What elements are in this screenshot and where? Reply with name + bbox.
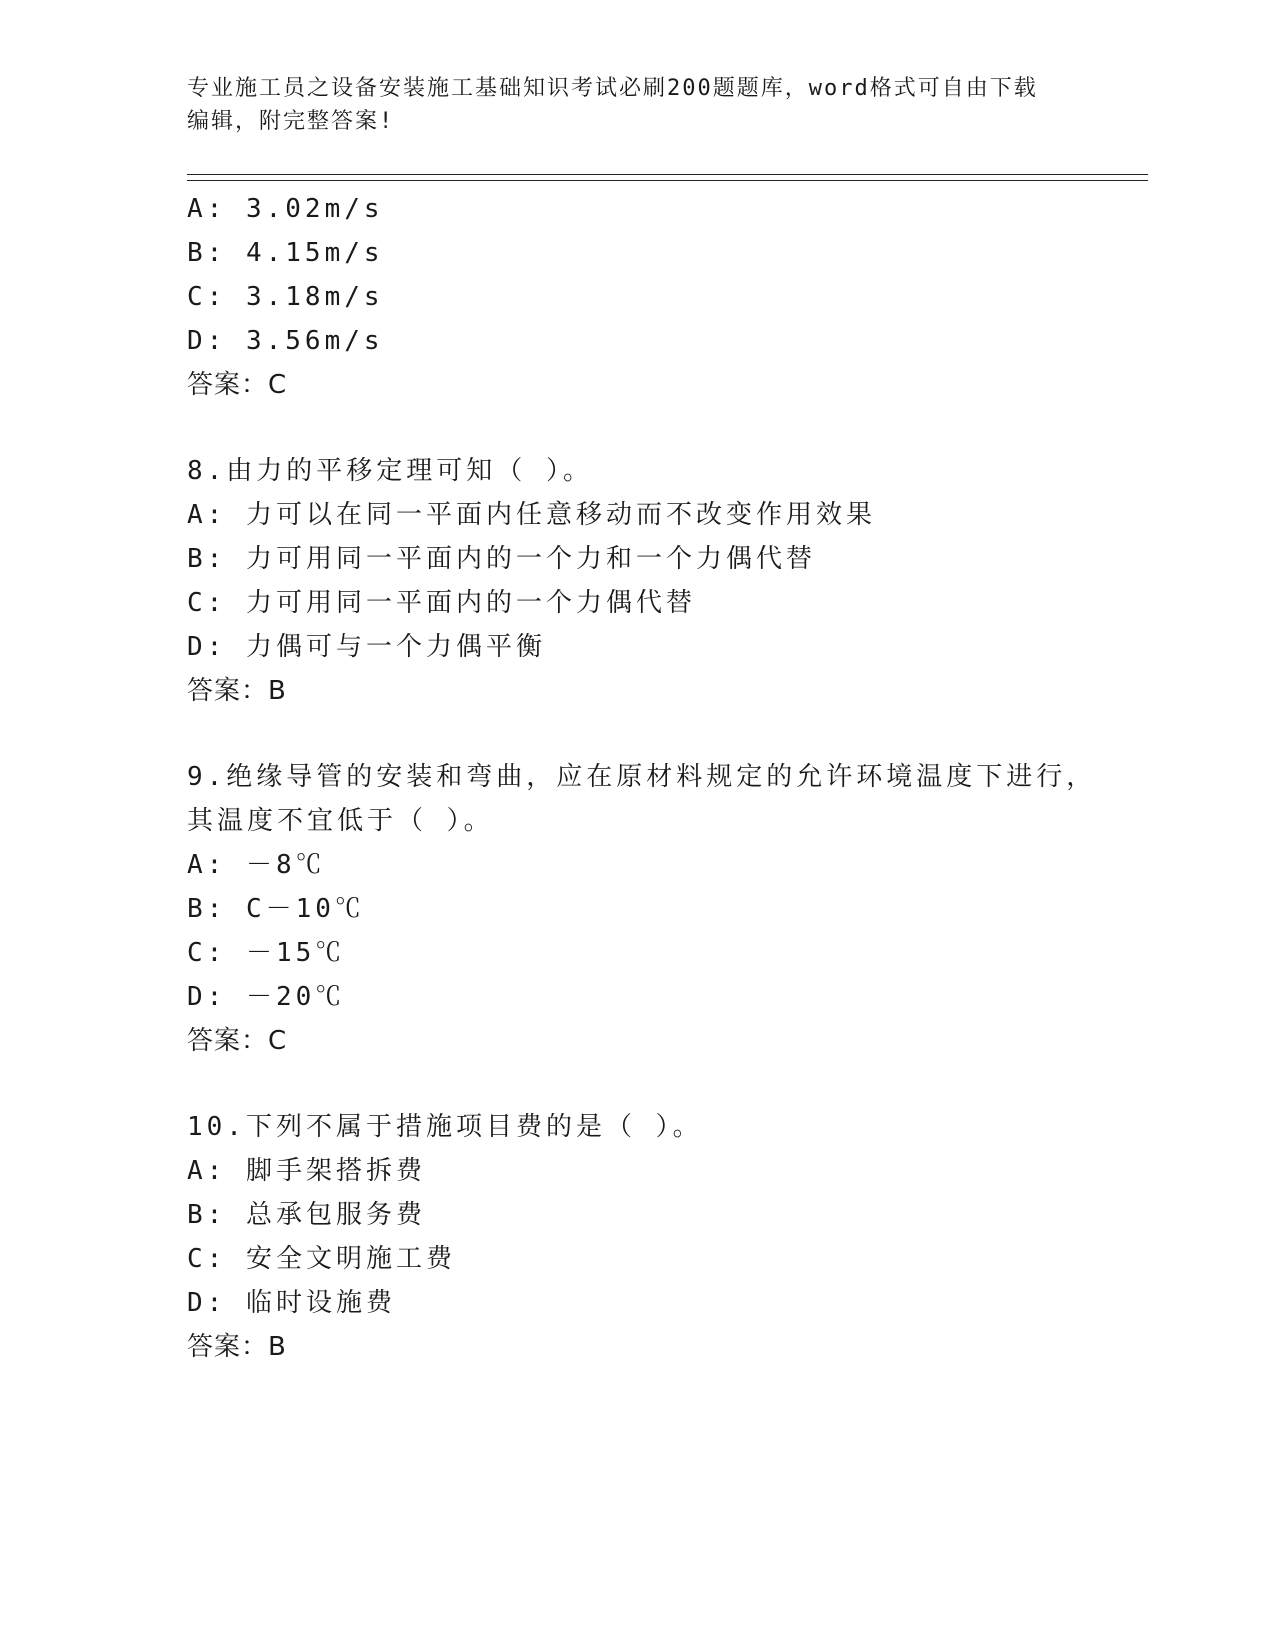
q7-option-a: A: 3.02m/s [187,194,384,224]
q7-option-c: C: 3.18m/s [187,282,384,312]
q10-option-a: A: 脚手架搭拆费 [187,1156,426,1186]
q7-answer: 答案：C [187,370,288,400]
q10-option-d: D: 临时设施费 [187,1288,396,1318]
q10-answer: 答案：B [187,1332,287,1362]
q8-option-b: B: 力可用同一平面内的一个力和一个力偶代替 [187,544,816,574]
q8-question: 8.由力的平移定理可知（ ）。 [187,456,593,486]
q8-option-a: A: 力可以在同一平面内任意移动而不改变作用效果 [187,500,876,530]
q9-question-line-2: 其温度不宜低于（ ）。 [187,806,494,836]
document-header [187,72,1087,138]
q9-question-line-1: 9.绝缘导管的安装和弯曲，应在原材料规定的允许环境温度下进行， [187,762,1097,792]
q9-answer: 答案：C [187,1026,288,1056]
q10-option-b: B: 总承包服务费 [187,1200,426,1230]
q7-option-b: B: 4.15m/s [187,238,384,268]
q9-option-a: A: －8℃ [187,850,326,880]
q9-option-d: D: －20℃ [187,982,346,1012]
q7-option-d: D: 3.56m/s [187,326,384,356]
q10-option-c: C: 安全文明施工费 [187,1244,456,1274]
q9-option-b: B: C－10℃ [187,894,365,924]
q10-question: 10.下列不属于措施项目费的是（ ）。 [187,1112,703,1142]
header-title-line-2: 编辑，附完整答案! [187,109,395,134]
q8-option-d: D: 力偶可与一个力偶平衡 [187,632,546,662]
header-title-line-1: 专业施工员之设备安装施工基础知识考试必刷200题题库，word格式可自由下载 [187,76,1038,101]
q8-option-c: C: 力可用同一平面内的一个力偶代替 [187,588,696,618]
header-divider-bottom [187,180,1148,181]
header-divider-top [187,174,1148,175]
q8-answer: 答案：B [187,676,287,706]
q9-option-c: C: －15℃ [187,938,346,968]
